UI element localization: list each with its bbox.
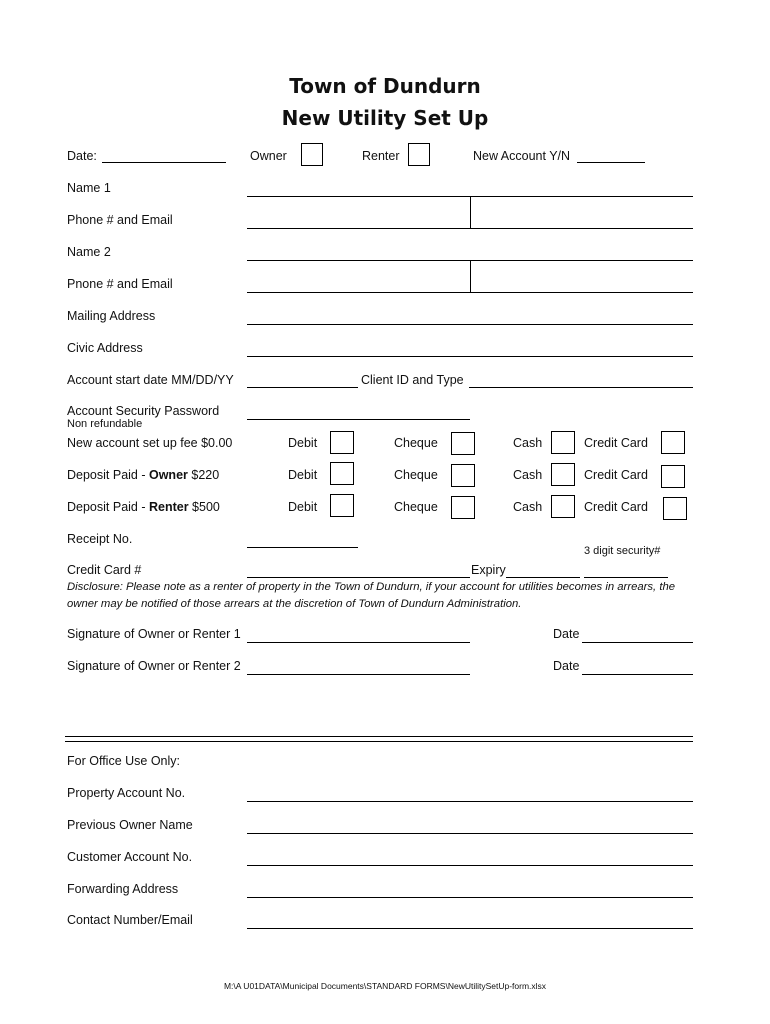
fee-credit-card-checkbox[interactable] [661,431,685,454]
fee-credit-card-label: Credit Card [584,436,648,450]
phone2-label: Pnone # and Email [67,277,173,291]
customer-account-field[interactable] [247,865,693,866]
signature2-field[interactable] [247,674,470,675]
owner-debit-checkbox[interactable] [330,462,354,485]
signature1-field[interactable] [247,642,470,643]
civic-label: Civic Address [67,341,143,355]
credit-card-label: Credit Card # [67,563,142,577]
civic-field[interactable] [247,356,693,357]
owner-cash-checkbox[interactable] [551,463,575,486]
name1-label: Name 1 [67,181,111,195]
form-title: Town of Dundurn [289,74,481,98]
customer-account-label: Customer Account No. [67,850,193,864]
owner-credit-card-checkbox[interactable] [661,465,685,488]
signature1-label: Signature of Owner or Renter 1 [67,627,241,641]
signature1-date-label: Date [553,627,580,641]
disclosure-line-1: Disclosure: Please note as a renter of property in the Town of Dundurn, if your account for utilities becomes in arrears, the [67,581,676,593]
non-refundable-note: Non refundable [67,418,143,430]
expiry-label: Expiry [471,563,506,577]
owner-cheque-checkbox[interactable] [451,464,475,487]
phone1-divider [470,196,471,228]
renter-credit-card-checkbox[interactable] [663,497,687,520]
owner-cash-label: Cash [513,468,543,482]
owner-label: Owner [250,149,287,163]
previous-owner-label: Previous Owner Name [67,818,193,832]
expiry-field[interactable] [506,577,580,578]
renter-cheque-checkbox[interactable] [451,496,475,519]
property-account-field[interactable] [247,801,693,802]
signature2-date-field[interactable] [582,674,693,675]
receipt-field[interactable] [247,547,358,548]
owner-debit-label: Debit [288,468,318,482]
start-date-field[interactable] [247,387,358,388]
credit-card-field[interactable] [247,577,470,578]
client-id-label: Client ID and Type [361,373,464,387]
contact-label: Contact Number/Email [67,913,193,927]
phone2-field[interactable] [247,292,693,293]
signature2-date-label: Date [553,659,580,673]
phone2-divider [470,260,471,292]
signature1-date-field[interactable] [582,642,693,643]
fee-cash-checkbox[interactable] [551,431,575,454]
deposit-owner-label: Deposit Paid - Owner $220 [67,468,220,482]
new-account-fee-label: New account set up fee $0.00 [67,436,233,450]
renter-label: Renter [362,149,400,163]
signature2-label: Signature of Owner or Renter 2 [67,659,241,673]
phone1-label: Phone # and Email [67,213,173,227]
fee-debit-label: Debit [288,436,318,450]
mailing-label: Mailing Address [67,309,156,323]
start-date-label: Account start date MM/DD/YY [67,373,234,387]
date-field[interactable] [102,162,226,163]
owner-checkbox[interactable] [301,143,323,166]
deposit-renter-label: Deposit Paid - Renter $500 [67,500,220,514]
renter-cash-label: Cash [513,500,543,514]
security-password-label: Account Security Password [67,404,220,418]
renter-debit-checkbox[interactable] [330,494,354,517]
mailing-field[interactable] [247,324,693,325]
contact-field[interactable] [247,928,693,929]
forwarding-address-label: Forwarding Address [67,882,179,896]
owner-cheque-label: Cheque [394,468,438,482]
new-account-label: New Account Y/N [473,149,571,163]
security-password-field[interactable] [247,419,470,420]
form-subtitle: New Utility Set Up [281,106,489,130]
phone1-field[interactable] [247,228,693,229]
name2-label: Name 2 [67,245,111,259]
footer-file-path: M:\A U01DATA\Municipal Documents\STANDARD FORMS\NewUtilitySetUp-form.xlsx [223,981,547,991]
receipt-label: Receipt No. [67,532,133,546]
forwarding-address-field[interactable] [247,897,693,898]
fee-debit-checkbox[interactable] [330,431,354,454]
previous-owner-field[interactable] [247,833,693,834]
office-heading: For Office Use Only: [67,754,180,768]
renter-debit-label: Debit [288,500,318,514]
renter-credit-card-label: Credit Card [584,500,648,514]
disclosure-line-2: owner may be notified of those arrears at the discretion of Town of Dundurn Administration. [67,598,522,610]
security-digit-field[interactable] [584,577,668,578]
fee-cash-label: Cash [513,436,543,450]
office-section-divider [65,736,693,742]
property-account-label: Property Account No. [67,786,186,800]
renter-checkbox[interactable] [408,143,430,166]
fee-cheque-label: Cheque [394,436,438,450]
renter-cash-checkbox[interactable] [551,495,575,518]
security-digit-label: 3 digit security# [584,545,661,557]
client-id-field[interactable] [469,387,693,388]
new-account-field[interactable] [577,162,645,163]
renter-cheque-label: Cheque [394,500,438,514]
date-label: Date: [67,149,97,163]
fee-cheque-checkbox[interactable] [451,432,475,455]
owner-credit-card-label: Credit Card [584,468,648,482]
